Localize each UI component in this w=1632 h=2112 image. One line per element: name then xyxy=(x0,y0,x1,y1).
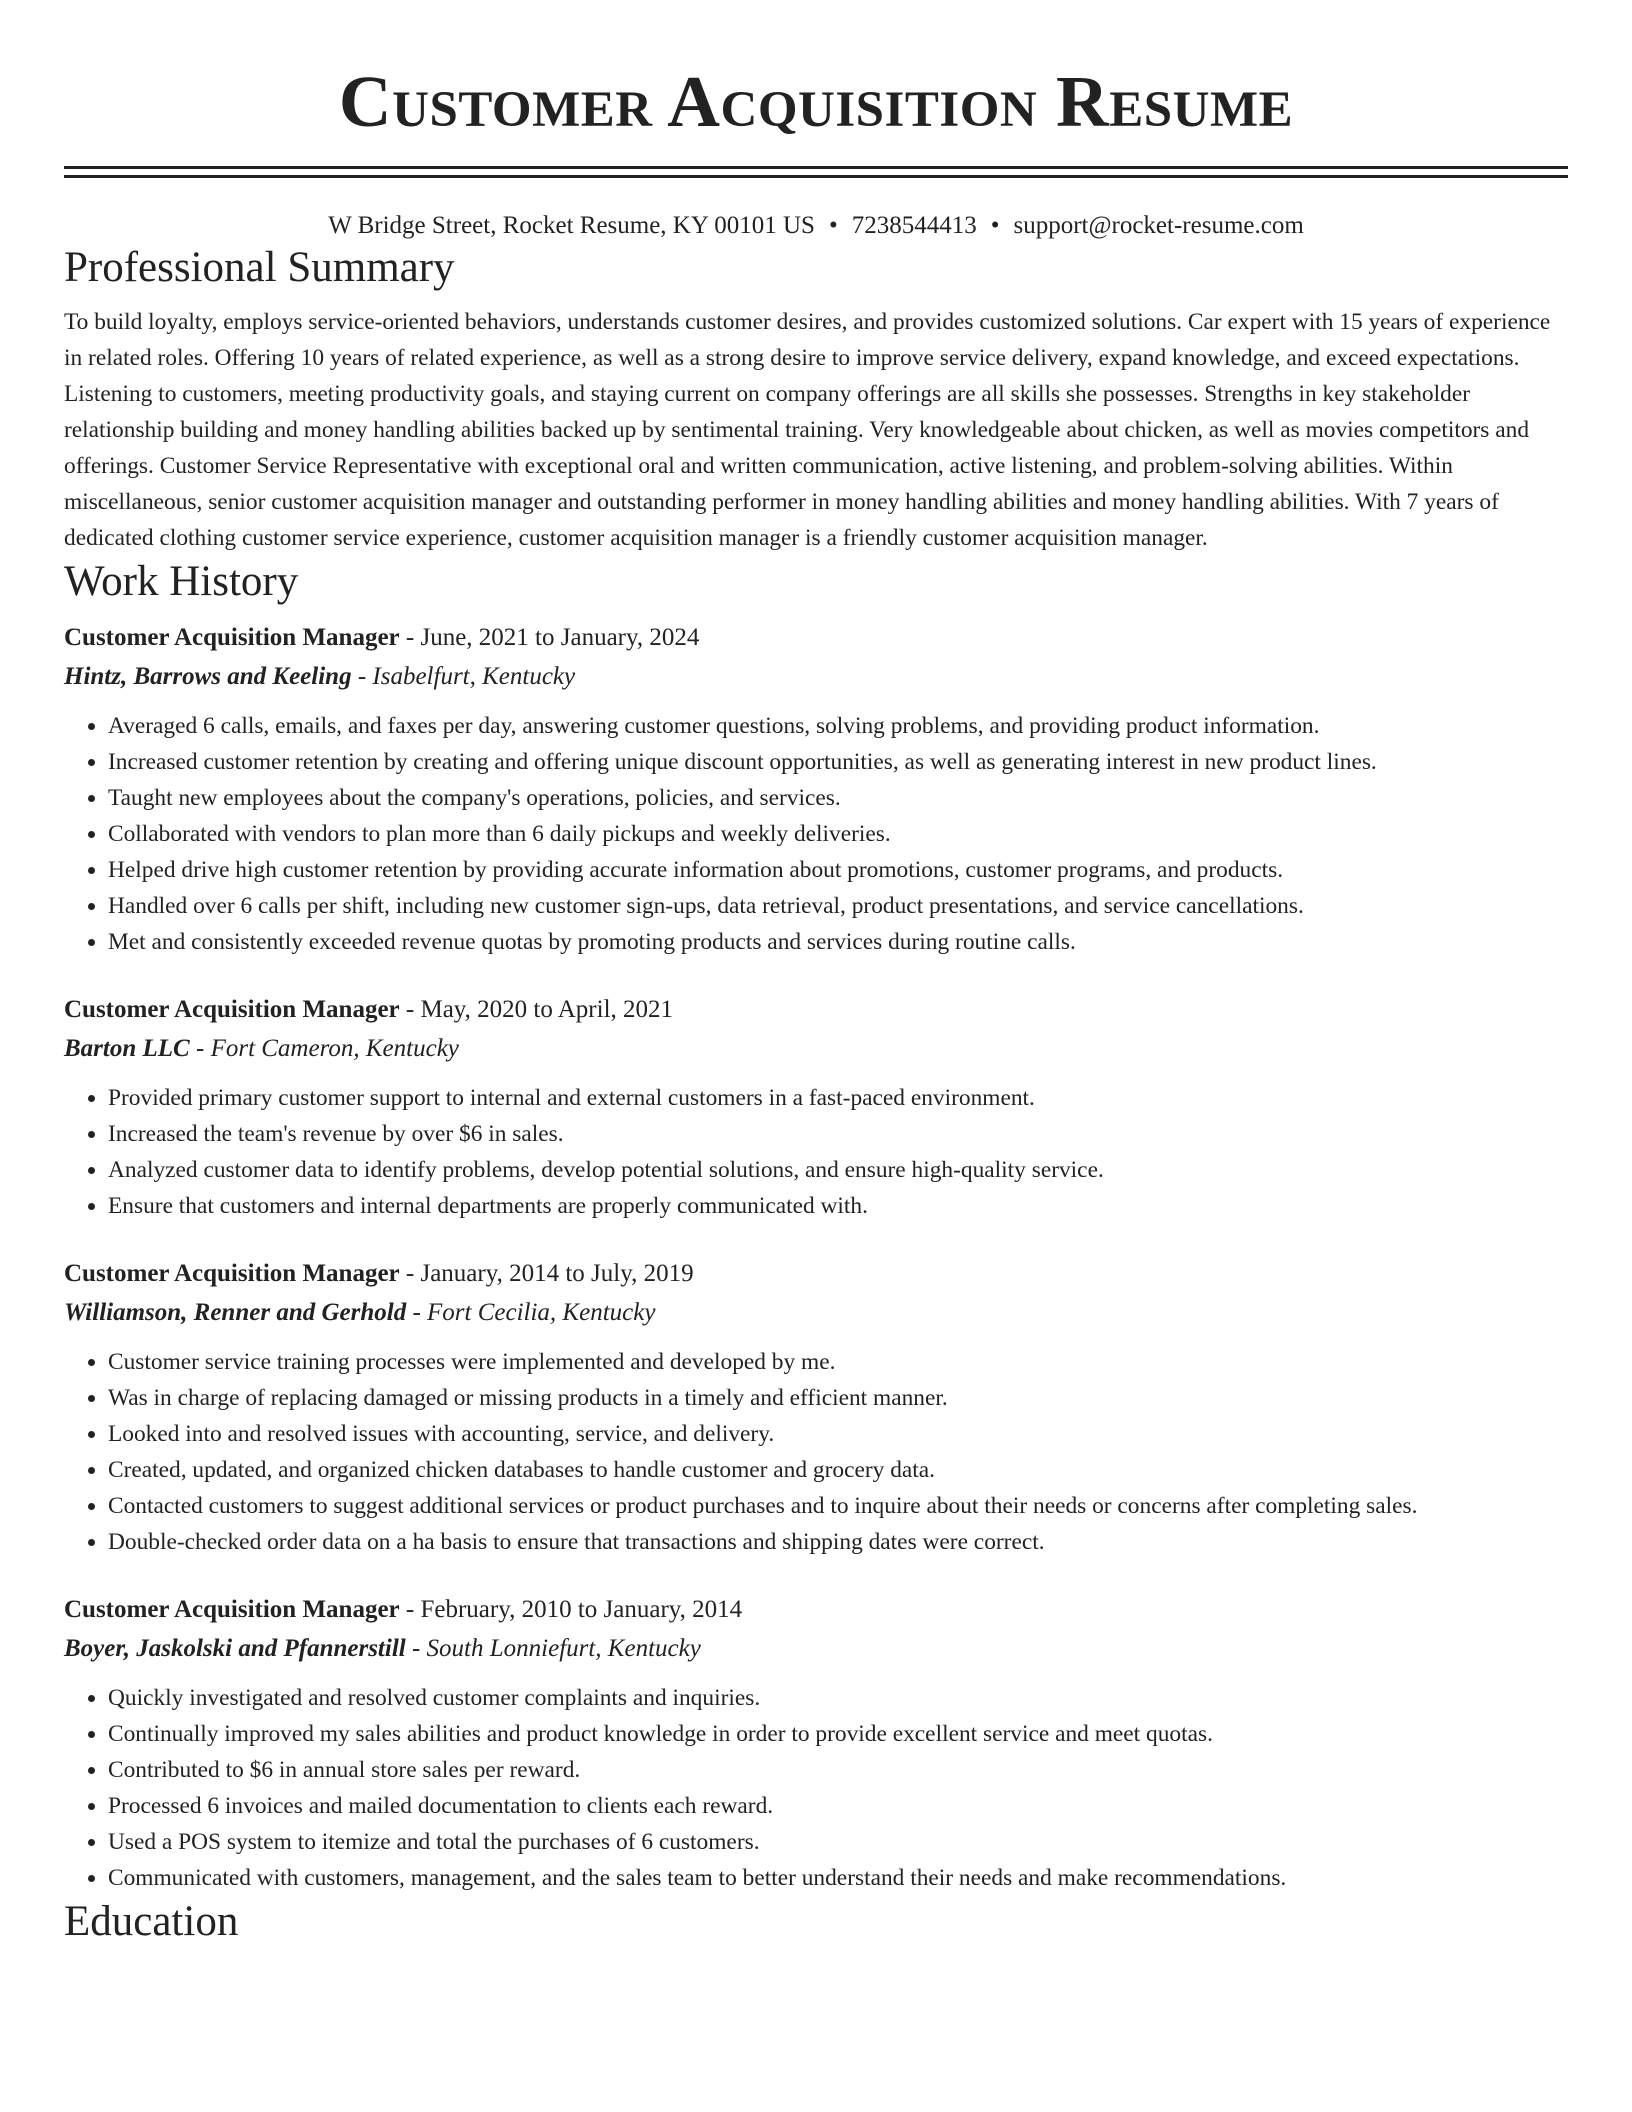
job-bullet-list xyxy=(64,1080,1568,1224)
contact-line xyxy=(64,210,1568,242)
job-bullet: • Communicated with customers, management, and the sales team to better understand their needs and make recommendations. xyxy=(108,1860,1568,1896)
job-dash: - xyxy=(406,1299,428,1326)
job-dash: - xyxy=(399,1260,421,1287)
job-bullet: • Looked into and resolved issues with accounting, service, and delivery. xyxy=(108,1416,1568,1452)
job-bullet: • Was in charge of replacing damaged or missing products in a timely and efficient manner. xyxy=(108,1380,1568,1416)
job-role: Customer Acquisition Manager xyxy=(64,624,400,651)
summary-text: To build loyalty, employs service-oriented behaviors, understands customer desires, and provides customized solutions. Car expert with 15 years of experience in related roles. Offering 10 years of related experience, as well as a strong desire to improve service delivery, expand knowledge, and exceed expectations. Listening to customers, meeting productivity goals, and staying current on company offerings are all skills she possesses. Strengths in key stakeholder relationship building and money handling abilities backed up by sentimental training. Very knowledgeable about chicken, as well as movies competitors and offerings. Customer Service Representative with exceptional oral and written communication, active listening, and problem-solving abilities. Within miscellaneous, senior customer acquisition manager and outstanding performer in money handling abilities and money handling abilities. With 7 years of dedicated clothing customer service experience, customer acquisition manager is a friendly customer acquisition manager. xyxy=(64,309,1551,551)
job-dash: - xyxy=(399,624,421,651)
job-bullet: • Customer service training processes were implemented and developed by me. xyxy=(108,1344,1568,1380)
job-bullet: • Met and consistently exceeded revenue quotas by promoting products and services during routine calls. xyxy=(108,924,1568,960)
job-bullet: • Analyzed customer data to identify problems, develop potential solutions, and ensure high-quality service. xyxy=(108,1152,1568,1188)
job-bullet: • Taught new employees about the company's operations, policies, and services. xyxy=(108,780,1568,816)
job-bullet: • Continually improved my sales abilities and product knowledge in order to provide excellent service and meet quotas. xyxy=(108,1716,1568,1752)
job-role: Customer Acquisition Manager xyxy=(64,996,400,1023)
contact-phone: 7238544413 xyxy=(851,212,977,239)
title-divider-bottom xyxy=(64,175,1568,178)
job-dash: - xyxy=(399,996,421,1023)
job-bullet: • Quickly investigated and resolved customer complaints and inquiries. xyxy=(108,1680,1568,1716)
contact-address: W Bridge Street, Rocket Resume, KY 00101 US xyxy=(328,212,815,239)
job-bullet: • Created, updated, and organized chicken databases to handle customer and grocery data. xyxy=(108,1452,1568,1488)
job-bullet: • Contacted customers to suggest additional services or product purchases and to inquire about their needs or concerns after completing sales. xyxy=(108,1488,1568,1524)
job-location: Fort Cecilia, Kentucky xyxy=(427,1299,656,1326)
job-bullet-list xyxy=(64,708,1568,960)
job-entry xyxy=(64,618,1568,960)
job-bullet-list xyxy=(64,1344,1568,1560)
job-location: South Lonniefurt, Kentucky xyxy=(426,1635,701,1662)
job-dates: June, 2021 to January, 2024 xyxy=(420,624,700,651)
resume-page xyxy=(64,0,1568,1948)
contact-separator: • xyxy=(990,212,1000,239)
work-history-list xyxy=(64,618,1568,1896)
work-history-heading: Work History xyxy=(64,558,299,605)
job-dash: - xyxy=(405,1635,427,1662)
job-bullet: • Handled over 6 calls per shift, including new customer sign-ups, data retrieval, product presentations, and service cancellations. xyxy=(108,888,1568,924)
job-company: Hintz, Barrows and Keeling xyxy=(64,663,352,690)
contact-email: support@rocket-resume.com xyxy=(1013,212,1304,239)
title-divider-top xyxy=(64,166,1568,169)
job-title-line xyxy=(64,618,1568,658)
job-bullet: • Collaborated with vendors to plan more than 6 daily pickups and weekly deliveries. xyxy=(108,816,1568,852)
job-bullet: • Averaged 6 calls, emails, and faxes per day, answering customer questions, solving problems, and providing product information. xyxy=(108,708,1568,744)
job-bullet: • Helped drive high customer retention by providing accurate information about promotions, customer programs, and products. xyxy=(108,852,1568,888)
resume-title: Customer Acquisition Resume xyxy=(338,61,1294,142)
job-bullet: • Increased customer retention by creating and offering unique discount opportunities, as well as generating interest in new product lines. xyxy=(108,744,1568,780)
job-entry xyxy=(64,990,1568,1224)
job-bullet: • Provided primary customer support to internal and external customers in a fast-paced environment. xyxy=(108,1080,1568,1116)
job-role: Customer Acquisition Manager xyxy=(64,1596,400,1623)
job-title-line xyxy=(64,1254,1568,1294)
job-bullet: • Increased the team's revenue by over $6 in sales. xyxy=(108,1116,1568,1152)
job-company-line xyxy=(64,1030,1568,1068)
job-title-line xyxy=(64,1590,1568,1630)
job-dates: February, 2010 to January, 2014 xyxy=(420,1596,743,1623)
job-dash: - xyxy=(189,1035,211,1062)
summary-heading: Professional Summary xyxy=(64,244,455,291)
job-entry xyxy=(64,1254,1568,1560)
job-dash: - xyxy=(399,1596,421,1623)
job-company-line xyxy=(64,1630,1568,1668)
job-company: Boyer, Jaskolski and Pfannerstill xyxy=(64,1635,406,1662)
job-dates: January, 2014 to July, 2019 xyxy=(420,1260,694,1287)
job-company: Barton LLC xyxy=(64,1035,190,1062)
job-dates: May, 2020 to April, 2021 xyxy=(420,996,674,1023)
job-bullet: • Contributed to $6 in annual store sales per reward. xyxy=(108,1752,1568,1788)
education-heading: Education xyxy=(64,1898,239,1945)
job-company-line xyxy=(64,1294,1568,1332)
job-entry xyxy=(64,1590,1568,1896)
job-role: Customer Acquisition Manager xyxy=(64,1260,400,1287)
job-location: Isabelfurt, Kentucky xyxy=(372,663,576,690)
job-bullet-list xyxy=(64,1680,1568,1896)
job-bullet: • Used a POS system to itemize and total the purchases of 6 customers. xyxy=(108,1824,1568,1860)
job-bullet: • Processed 6 invoices and mailed documentation to clients each reward. xyxy=(108,1788,1568,1824)
job-bullet: • Double-checked order data on a ha basis to ensure that transactions and shipping dates were correct. xyxy=(108,1524,1568,1560)
job-bullet: • Ensure that customers and internal departments are properly communicated with. xyxy=(108,1188,1568,1224)
contact-separator: • xyxy=(828,212,838,239)
job-company: Williamson, Renner and Gerhold xyxy=(64,1299,407,1326)
job-title-line xyxy=(64,990,1568,1030)
job-company-line xyxy=(64,658,1568,696)
job-location: Fort Cameron, Kentucky xyxy=(210,1035,459,1062)
job-dash: - xyxy=(351,663,373,690)
